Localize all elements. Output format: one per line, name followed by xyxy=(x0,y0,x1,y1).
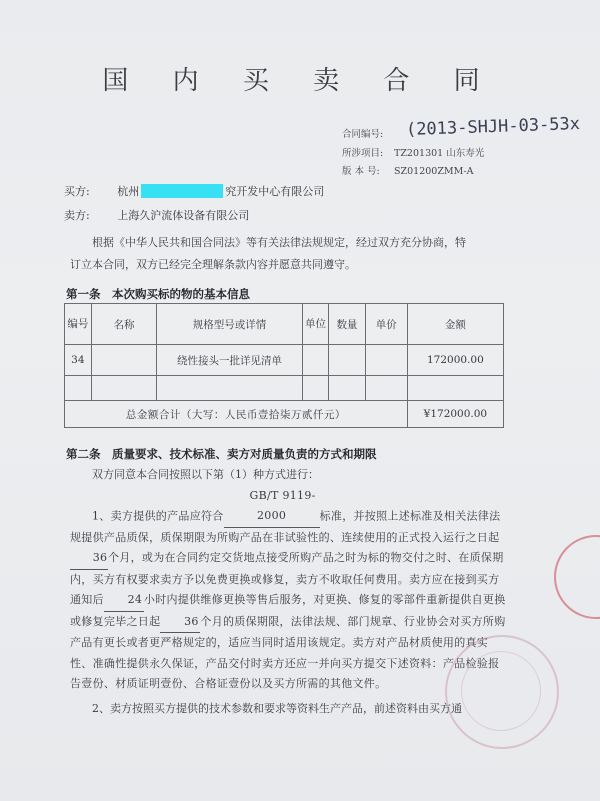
version-value: SZ01200ZMM-A xyxy=(394,166,474,177)
document-title: 国 内 买 卖 合 同 xyxy=(102,66,498,96)
buyer-name-suffix: 究开发中心有限公司 xyxy=(225,185,325,198)
seller-row xyxy=(64,207,249,223)
version-label: 版 本 号: xyxy=(342,166,380,177)
clause-body xyxy=(70,465,510,719)
section-1-heading: 第一条 本次购买标的物的基本信息 xyxy=(66,287,250,301)
standard-field: GB/T 9119-2000 xyxy=(224,486,320,528)
table-row-empty xyxy=(65,376,504,401)
section-2-heading: 第二条 质量要求、技术标准、卖方对质量负责的方式和期限 xyxy=(66,447,377,461)
goods-table xyxy=(64,303,504,428)
total-value: ¥172000.00 xyxy=(407,401,503,428)
table-header-row xyxy=(65,304,504,345)
warranty-months-field: 36 xyxy=(70,548,108,570)
cell-spec: 绕性接头一批详见清单 xyxy=(157,345,302,376)
contract-number-row xyxy=(342,126,394,140)
clause-choice: 1 xyxy=(235,468,242,481)
header-price: 单价 xyxy=(365,304,407,345)
response-hours-field: 24 xyxy=(104,590,144,612)
clause-intro: 双方同意本合同按照以下第（1）种方式进行： xyxy=(92,468,319,481)
seller-label: 卖方: xyxy=(64,209,90,222)
repair-months-field: 36 xyxy=(160,612,200,634)
project-label: 所涉项目: xyxy=(342,148,384,159)
table-total-row xyxy=(65,401,504,428)
header-spec: 规格型号或详情 xyxy=(157,304,302,345)
header-unit: 单位 xyxy=(302,304,329,345)
version-row xyxy=(342,163,473,177)
table-row xyxy=(65,345,504,376)
clause-paragraph-1: 1、卖方提供的产品应符合GB/T 9119-2000 标准，并按照上述标准及相关法律法规提供产品质保，质保期限为所购产品在非试验性的、连续使用的正式投入运行之日起36个月，或为在合同约定交货地点接受所购产品之时为标的物交付之时、在质保期内，买方有权要求卖方予以免费更换或修复，卖方不收取任何费用。卖方应在接到买方通知后 24 小时内提供维修更换等售后服务，对更换、修复的零部件重新提供自更换或修复完毕之日起 36 个月的质保期限，法律法规、部门规章、行业协会对买方所购产品有更长或者更严格规定的，适应当同时适用该规定。卖方对产品材质使用的真实性、准确性提供永久保证，产品交付时卖方还应一并向买方提交下述资料：产品检验报告壹份、材质证明壹份、合格证壹份以及买方所需的其他文件。 xyxy=(70,486,510,695)
header-no: 编号 xyxy=(65,304,92,345)
project-value: TZ201301 山东寿光 xyxy=(394,148,485,159)
preamble-line-1: 根据《中华人民共和国合同法》等有关法律法规规定，经过双方充分协商，特 xyxy=(92,236,466,249)
buyer-label: 买方: xyxy=(64,185,90,198)
header-name: 名称 xyxy=(91,304,157,345)
seller-name: 上海久沪流体设备有限公司 xyxy=(117,209,250,222)
header-qty: 数量 xyxy=(329,304,365,345)
contract-number-handwritten: (2013-SHJH-03-53x xyxy=(405,113,581,141)
buyer-row xyxy=(64,183,324,199)
project-row xyxy=(342,145,484,159)
buyer-name-prefix: 杭州 xyxy=(117,185,140,198)
preamble-line-2: 订立本合同，双方已经完全理解条款内容并愿意共同遵守。 xyxy=(70,258,356,271)
red-seal-stamp xyxy=(554,535,600,619)
clause-paragraph-2: 2、卖方按照买方提供的技术参数和要求等资料生产产品，前述资料由买方通 xyxy=(92,701,462,715)
total-label: 总金额合计（大写：人民币壹拾柒万贰仟元） xyxy=(65,401,408,428)
cell-no: 34 xyxy=(65,345,92,376)
header-amount: 金额 xyxy=(407,304,503,345)
redaction-block xyxy=(141,184,223,198)
cell-amount: 172000.00 xyxy=(407,345,503,376)
company-seal-stamp xyxy=(445,635,559,749)
contract-number-label: 合同编号: xyxy=(342,129,384,140)
